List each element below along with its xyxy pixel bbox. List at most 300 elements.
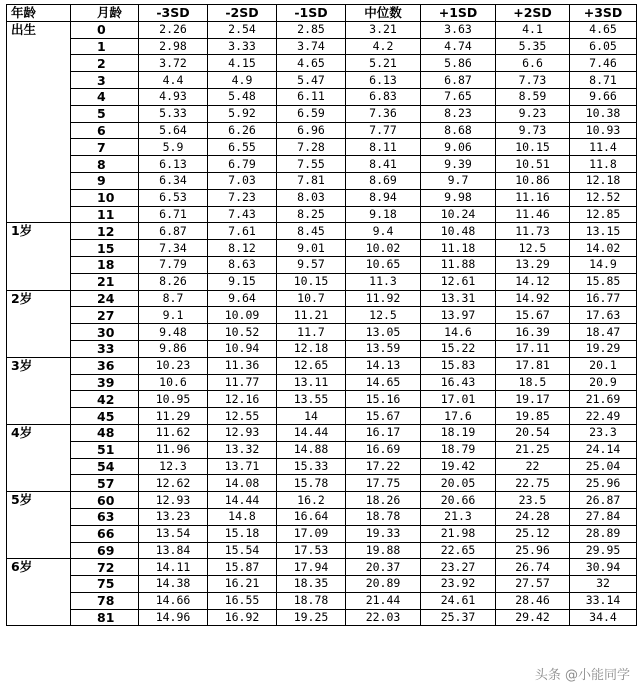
value-cell: 15.54: [208, 542, 277, 559]
value-cell: 16.17: [346, 424, 421, 441]
value-cell: 20.05: [421, 475, 496, 492]
month-cell: 15: [71, 240, 139, 257]
value-cell: 27.57: [496, 576, 570, 593]
value-cell: 4.93: [139, 88, 208, 105]
table-row: [7, 156, 637, 173]
value-cell: 19.17: [496, 391, 570, 408]
month-cell: 4: [71, 88, 139, 105]
column-header: 年龄: [7, 5, 71, 22]
value-cell: 6.87: [421, 72, 496, 89]
table-row: [7, 559, 637, 576]
month-cell: 12: [71, 223, 139, 240]
value-cell: 23.3: [570, 424, 637, 441]
column-header: +3SD: [570, 5, 637, 22]
value-cell: 11.18: [421, 240, 496, 257]
value-cell: 20.89: [346, 576, 421, 593]
column-header: 月龄: [71, 5, 139, 22]
value-cell: 13.54: [139, 525, 208, 542]
value-cell: 13.84: [139, 542, 208, 559]
age-group-cell: 6岁: [7, 559, 71, 626]
value-cell: 7.65: [421, 88, 496, 105]
value-cell: 23.27: [421, 559, 496, 576]
value-cell: 8.94: [346, 189, 421, 206]
month-cell: 75: [71, 576, 139, 593]
value-cell: 18.78: [277, 592, 346, 609]
value-cell: 19.85: [496, 408, 570, 425]
value-cell: 11.36: [208, 357, 277, 374]
month-cell: 48: [71, 424, 139, 441]
month-cell: 5: [71, 105, 139, 122]
value-cell: 10.6: [139, 374, 208, 391]
value-cell: 2.26: [139, 21, 208, 38]
value-cell: 16.2: [277, 492, 346, 509]
value-cell: 12.5: [496, 240, 570, 257]
value-cell: 12.62: [139, 475, 208, 492]
value-cell: 6.26: [208, 122, 277, 139]
value-cell: 23.5: [496, 492, 570, 509]
month-cell: 24: [71, 290, 139, 307]
value-cell: 14.44: [208, 492, 277, 509]
value-cell: 14.65: [346, 374, 421, 391]
value-cell: 6.13: [139, 156, 208, 173]
value-cell: 11.73: [496, 223, 570, 240]
value-cell: 4.15: [208, 55, 277, 72]
column-header: +2SD: [496, 5, 570, 22]
value-cell: 10.52: [208, 324, 277, 341]
value-cell: 25.12: [496, 525, 570, 542]
table-row: [7, 324, 637, 341]
value-cell: 15.78: [277, 475, 346, 492]
month-cell: 69: [71, 542, 139, 559]
month-cell: 2: [71, 55, 139, 72]
value-cell: 6.34: [139, 172, 208, 189]
value-cell: 5.64: [139, 122, 208, 139]
value-cell: 16.55: [208, 592, 277, 609]
value-cell: 3.33: [208, 38, 277, 55]
month-cell: 33: [71, 340, 139, 357]
value-cell: 22.65: [421, 542, 496, 559]
value-cell: 13.31: [421, 290, 496, 307]
table-row: [7, 223, 637, 240]
value-cell: 11.16: [496, 189, 570, 206]
value-cell: 20.1: [570, 357, 637, 374]
table-row: [7, 357, 637, 374]
value-cell: 7.03: [208, 172, 277, 189]
value-cell: 21.3: [421, 508, 496, 525]
value-cell: 15.83: [421, 357, 496, 374]
value-cell: 29.42: [496, 609, 570, 626]
value-cell: 11.62: [139, 424, 208, 441]
value-cell: 21.98: [421, 525, 496, 542]
value-cell: 10.65: [346, 256, 421, 273]
value-cell: 13.15: [570, 223, 637, 240]
value-cell: 14.08: [208, 475, 277, 492]
value-cell: 20.9: [570, 374, 637, 391]
value-cell: 13.71: [208, 458, 277, 475]
value-cell: 11.96: [139, 441, 208, 458]
watermark: 头条 @小能同学: [534, 668, 630, 683]
value-cell: 8.59: [496, 88, 570, 105]
value-cell: 14.96: [139, 609, 208, 626]
value-cell: 15.16: [346, 391, 421, 408]
value-cell: 7.43: [208, 206, 277, 223]
month-cell: 8: [71, 156, 139, 173]
value-cell: 9.48: [139, 324, 208, 341]
table-row: [7, 525, 637, 542]
weight-standard-table: [6, 4, 637, 626]
value-cell: 9.73: [496, 122, 570, 139]
value-cell: 6.87: [139, 223, 208, 240]
month-cell: 60: [71, 492, 139, 509]
value-cell: 11.92: [346, 290, 421, 307]
age-group-cell: 4岁: [7, 424, 71, 491]
value-cell: 5.47: [277, 72, 346, 89]
column-header: -2SD: [208, 5, 277, 22]
value-cell: 9.15: [208, 273, 277, 290]
value-cell: 9.1: [139, 307, 208, 324]
value-cell: 17.53: [277, 542, 346, 559]
value-cell: 17.63: [570, 307, 637, 324]
month-cell: 27: [71, 307, 139, 324]
table-row: [7, 21, 637, 38]
table-row: [7, 458, 637, 475]
value-cell: 12.61: [421, 273, 496, 290]
value-cell: 13.05: [346, 324, 421, 341]
value-cell: 7.23: [208, 189, 277, 206]
value-cell: 25.96: [570, 475, 637, 492]
value-cell: 18.35: [277, 576, 346, 593]
value-cell: 18.5: [496, 374, 570, 391]
value-cell: 7.46: [570, 55, 637, 72]
value-cell: 10.93: [570, 122, 637, 139]
value-cell: 7.77: [346, 122, 421, 139]
value-cell: 5.21: [346, 55, 421, 72]
month-cell: 72: [71, 559, 139, 576]
value-cell: 12.52: [570, 189, 637, 206]
value-cell: 12.3: [139, 458, 208, 475]
value-cell: 12.93: [139, 492, 208, 509]
value-cell: 21.44: [346, 592, 421, 609]
value-cell: 11.88: [421, 256, 496, 273]
value-cell: 19.88: [346, 542, 421, 559]
value-cell: 6.83: [346, 88, 421, 105]
value-cell: 9.06: [421, 139, 496, 156]
month-cell: 45: [71, 408, 139, 425]
value-cell: 6.79: [208, 156, 277, 173]
value-cell: 29.95: [570, 542, 637, 559]
age-group-cell: 2岁: [7, 290, 71, 357]
value-cell: 13.29: [496, 256, 570, 273]
value-cell: 26.87: [570, 492, 637, 509]
table-row: [7, 307, 637, 324]
value-cell: 24.28: [496, 508, 570, 525]
value-cell: 2.54: [208, 21, 277, 38]
value-cell: 25.37: [421, 609, 496, 626]
value-cell: 12.18: [277, 340, 346, 357]
value-cell: 8.63: [208, 256, 277, 273]
value-cell: 17.6: [421, 408, 496, 425]
value-cell: 22.75: [496, 475, 570, 492]
value-cell: 16.21: [208, 576, 277, 593]
value-cell: 4.65: [277, 55, 346, 72]
value-cell: 3.21: [346, 21, 421, 38]
value-cell: 16.43: [421, 374, 496, 391]
value-cell: 10.95: [139, 391, 208, 408]
value-cell: 9.23: [496, 105, 570, 122]
value-cell: 15.67: [346, 408, 421, 425]
table-row: [7, 374, 637, 391]
month-cell: 21: [71, 273, 139, 290]
value-cell: 10.51: [496, 156, 570, 173]
table-header-row: [7, 5, 637, 22]
value-cell: 6.05: [570, 38, 637, 55]
value-cell: 33.14: [570, 592, 637, 609]
value-cell: 6.71: [139, 206, 208, 223]
table-row: [7, 340, 637, 357]
month-cell: 6: [71, 122, 139, 139]
value-cell: 19.33: [346, 525, 421, 542]
value-cell: 17.22: [346, 458, 421, 475]
table-row: [7, 408, 637, 425]
value-cell: 19.42: [421, 458, 496, 475]
value-cell: 15.67: [496, 307, 570, 324]
month-cell: 54: [71, 458, 139, 475]
value-cell: 5.86: [421, 55, 496, 72]
value-cell: 6.11: [277, 88, 346, 105]
value-cell: 8.68: [421, 122, 496, 139]
table-row: [7, 172, 637, 189]
value-cell: 21.69: [570, 391, 637, 408]
value-cell: 14.6: [421, 324, 496, 341]
value-cell: 11.46: [496, 206, 570, 223]
column-header: -3SD: [139, 5, 208, 22]
value-cell: 14.88: [277, 441, 346, 458]
value-cell: 9.86: [139, 340, 208, 357]
value-cell: 18.78: [346, 508, 421, 525]
table-row: [7, 240, 637, 257]
value-cell: 22.49: [570, 408, 637, 425]
value-cell: 8.26: [139, 273, 208, 290]
table-row: [7, 88, 637, 105]
value-cell: 10.15: [277, 273, 346, 290]
table-row: [7, 290, 637, 307]
month-cell: 57: [71, 475, 139, 492]
month-cell: 51: [71, 441, 139, 458]
value-cell: 5.9: [139, 139, 208, 156]
table-body: [7, 21, 637, 626]
value-cell: 14.38: [139, 576, 208, 593]
value-cell: 3.63: [421, 21, 496, 38]
age-group-cell: 5岁: [7, 492, 71, 559]
table-row: [7, 105, 637, 122]
table-row: [7, 55, 637, 72]
value-cell: 18.79: [421, 441, 496, 458]
value-cell: 9.98: [421, 189, 496, 206]
value-cell: 3.72: [139, 55, 208, 72]
value-cell: 6.13: [346, 72, 421, 89]
table-row: [7, 492, 637, 509]
table-row: [7, 273, 637, 290]
table-row: [7, 139, 637, 156]
value-cell: 14.12: [496, 273, 570, 290]
value-cell: 14.9: [570, 256, 637, 273]
table-row: [7, 424, 637, 441]
value-cell: 11.77: [208, 374, 277, 391]
value-cell: 2.98: [139, 38, 208, 55]
value-cell: 16.69: [346, 441, 421, 458]
value-cell: 6.59: [277, 105, 346, 122]
value-cell: 28.46: [496, 592, 570, 609]
value-cell: 10.48: [421, 223, 496, 240]
value-cell: 10.02: [346, 240, 421, 257]
value-cell: 15.18: [208, 525, 277, 542]
value-cell: 9.66: [570, 88, 637, 105]
value-cell: 13.11: [277, 374, 346, 391]
value-cell: 11.4: [570, 139, 637, 156]
value-cell: 10.38: [570, 105, 637, 122]
value-cell: 32: [570, 576, 637, 593]
value-cell: 15.87: [208, 559, 277, 576]
table-row: [7, 206, 637, 223]
value-cell: 13.59: [346, 340, 421, 357]
value-cell: 7.79: [139, 256, 208, 273]
value-cell: 17.09: [277, 525, 346, 542]
age-group-cell: 3岁: [7, 357, 71, 424]
month-cell: 10: [71, 189, 139, 206]
value-cell: 9.01: [277, 240, 346, 257]
value-cell: 4.4: [139, 72, 208, 89]
value-cell: 11.3: [346, 273, 421, 290]
value-cell: 12.55: [208, 408, 277, 425]
month-cell: 1: [71, 38, 139, 55]
value-cell: 4.1: [496, 21, 570, 38]
value-cell: 25.04: [570, 458, 637, 475]
value-cell: 14: [277, 408, 346, 425]
age-group-cell: 1岁: [7, 223, 71, 290]
value-cell: 14.8: [208, 508, 277, 525]
value-cell: 12.5: [346, 307, 421, 324]
value-cell: 10.7: [277, 290, 346, 307]
month-cell: 9: [71, 172, 139, 189]
table-row: [7, 189, 637, 206]
month-cell: 39: [71, 374, 139, 391]
value-cell: 11.8: [570, 156, 637, 173]
value-cell: 14.66: [139, 592, 208, 609]
value-cell: 7.61: [208, 223, 277, 240]
month-cell: 3: [71, 72, 139, 89]
month-cell: 63: [71, 508, 139, 525]
value-cell: 24.14: [570, 441, 637, 458]
value-cell: 10.86: [496, 172, 570, 189]
table-row: [7, 122, 637, 139]
value-cell: 9.64: [208, 290, 277, 307]
value-cell: 7.73: [496, 72, 570, 89]
value-cell: 8.12: [208, 240, 277, 257]
value-cell: 11.29: [139, 408, 208, 425]
month-cell: 11: [71, 206, 139, 223]
value-cell: 20.37: [346, 559, 421, 576]
value-cell: 15.85: [570, 273, 637, 290]
value-cell: 24.61: [421, 592, 496, 609]
value-cell: 9.18: [346, 206, 421, 223]
table-row: [7, 391, 637, 408]
value-cell: 12.85: [570, 206, 637, 223]
column-header: -1SD: [277, 5, 346, 22]
value-cell: 8.11: [346, 139, 421, 156]
table-row: [7, 508, 637, 525]
growth-table-container: [6, 4, 637, 626]
value-cell: 14.13: [346, 357, 421, 374]
value-cell: 13.55: [277, 391, 346, 408]
value-cell: 5.92: [208, 105, 277, 122]
value-cell: 17.94: [277, 559, 346, 576]
value-cell: 27.84: [570, 508, 637, 525]
value-cell: 19.25: [277, 609, 346, 626]
value-cell: 7.81: [277, 172, 346, 189]
table-row: [7, 592, 637, 609]
value-cell: 18.19: [421, 424, 496, 441]
value-cell: 23.92: [421, 576, 496, 593]
column-header: +1SD: [421, 5, 496, 22]
value-cell: 12.93: [208, 424, 277, 441]
value-cell: 34.4: [570, 609, 637, 626]
value-cell: 17.11: [496, 340, 570, 357]
value-cell: 17.75: [346, 475, 421, 492]
month-cell: 78: [71, 592, 139, 609]
value-cell: 13.97: [421, 307, 496, 324]
age-group-cell: 出生: [7, 21, 71, 223]
value-cell: 10.09: [208, 307, 277, 324]
value-cell: 7.36: [346, 105, 421, 122]
value-cell: 11.21: [277, 307, 346, 324]
value-cell: 6.96: [277, 122, 346, 139]
month-cell: 66: [71, 525, 139, 542]
value-cell: 26.74: [496, 559, 570, 576]
table-row: [7, 72, 637, 89]
value-cell: 18.26: [346, 492, 421, 509]
value-cell: 16.77: [570, 290, 637, 307]
value-cell: 18.47: [570, 324, 637, 341]
month-cell: 7: [71, 139, 139, 156]
value-cell: 4.65: [570, 21, 637, 38]
month-cell: 81: [71, 609, 139, 626]
value-cell: 3.74: [277, 38, 346, 55]
table-row: [7, 475, 637, 492]
value-cell: 5.48: [208, 88, 277, 105]
value-cell: 4.74: [421, 38, 496, 55]
value-cell: 14.11: [139, 559, 208, 576]
value-cell: 10.24: [421, 206, 496, 223]
value-cell: 6.55: [208, 139, 277, 156]
value-cell: 25.96: [496, 542, 570, 559]
value-cell: 7.34: [139, 240, 208, 257]
value-cell: 2.85: [277, 21, 346, 38]
table-row: [7, 38, 637, 55]
value-cell: 10.94: [208, 340, 277, 357]
value-cell: 12.18: [570, 172, 637, 189]
value-cell: 8.7: [139, 290, 208, 307]
month-cell: 30: [71, 324, 139, 341]
value-cell: 14.44: [277, 424, 346, 441]
value-cell: 22.03: [346, 609, 421, 626]
value-cell: 11.7: [277, 324, 346, 341]
value-cell: 13.23: [139, 508, 208, 525]
value-cell: 8.71: [570, 72, 637, 89]
table-row: [7, 256, 637, 273]
month-cell: 36: [71, 357, 139, 374]
value-cell: 12.65: [277, 357, 346, 374]
value-cell: 17.01: [421, 391, 496, 408]
